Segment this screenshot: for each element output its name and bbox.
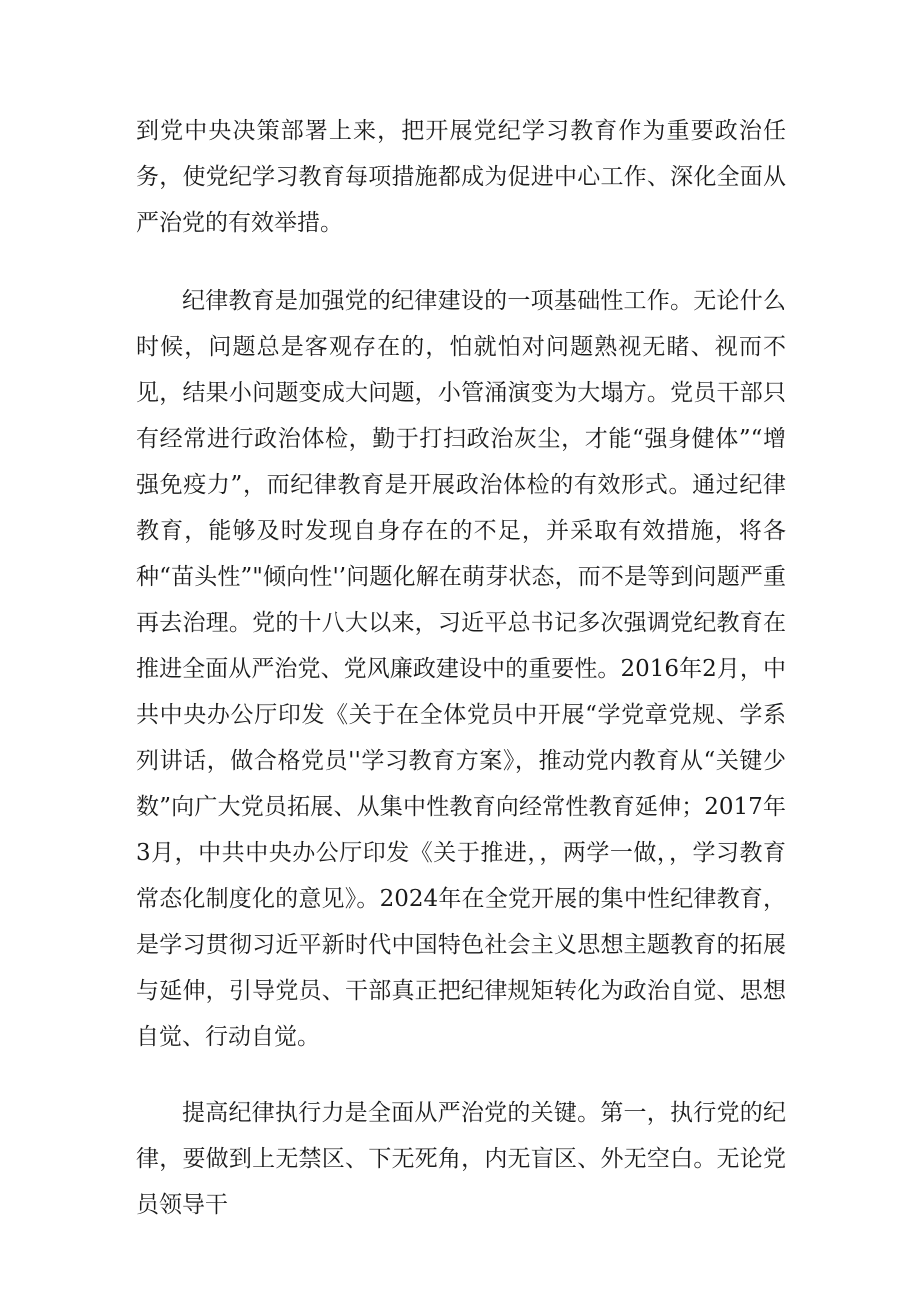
document-page [136,108,786,1228]
paragraph-1: 到党中央决策部署上来，把开展党纪学习教育作为重要政治任务，使党纪学习教育每项措施都成为促进中心工作、深化全面从严治党的有效举措。 [136,118,786,236]
paragraph-3: 提高纪律执行力是全面从严治党的关键。第一，执行党的纪律，要做到上无禁区、下无死角，内无盲区、外无空白。无论党员领导干 [136,1100,786,1218]
paragraph-2: 纪律教育是加强党的纪律建设的一项基础性工作。无论什么时候，问题总是客观存在的，怕就怕对问题熟视无睹、视而不见，结果小问题变成大问题，小管涌演变为大塌方。党员干部只有经常进行政治体检，勤于打扫政治灰尘，才能“强身健体”“增强免疫力”，而纪律教育是开展政治体检的有效形式。通过纪律教育，能够及时发现自身存在的不足，并采取有效措施，将各种“苗头性”"倾向性'’问题化解在萌芽状态，而不是等到问题严重再去治理。党的十八大以来，习近平总书记多次强调党纪教育在推进全面从严治党、党风廉政建设中的重要性。2016年2月，中共中央办公厅印发《关于在全体党员中开展“学党章党规、学系列讲话，做合格党员''学习教育方案》，推动党内教育从“关键少数”向广大党员拓展、从集中性教育向经常性教育延伸；2017年3月，中共中央办公厅印发《关于推进，，两学一做，，学习教育常态化制度化的意见》。2024年在全党开展的集中性纪律教育，是学习贯彻习近平新时代中国特色社会主义思想主题教育的拓展与延伸，引导党员、干部真正把纪律规矩转化为政治自觉、思想自觉、行动自觉。 [136,288,786,1050]
